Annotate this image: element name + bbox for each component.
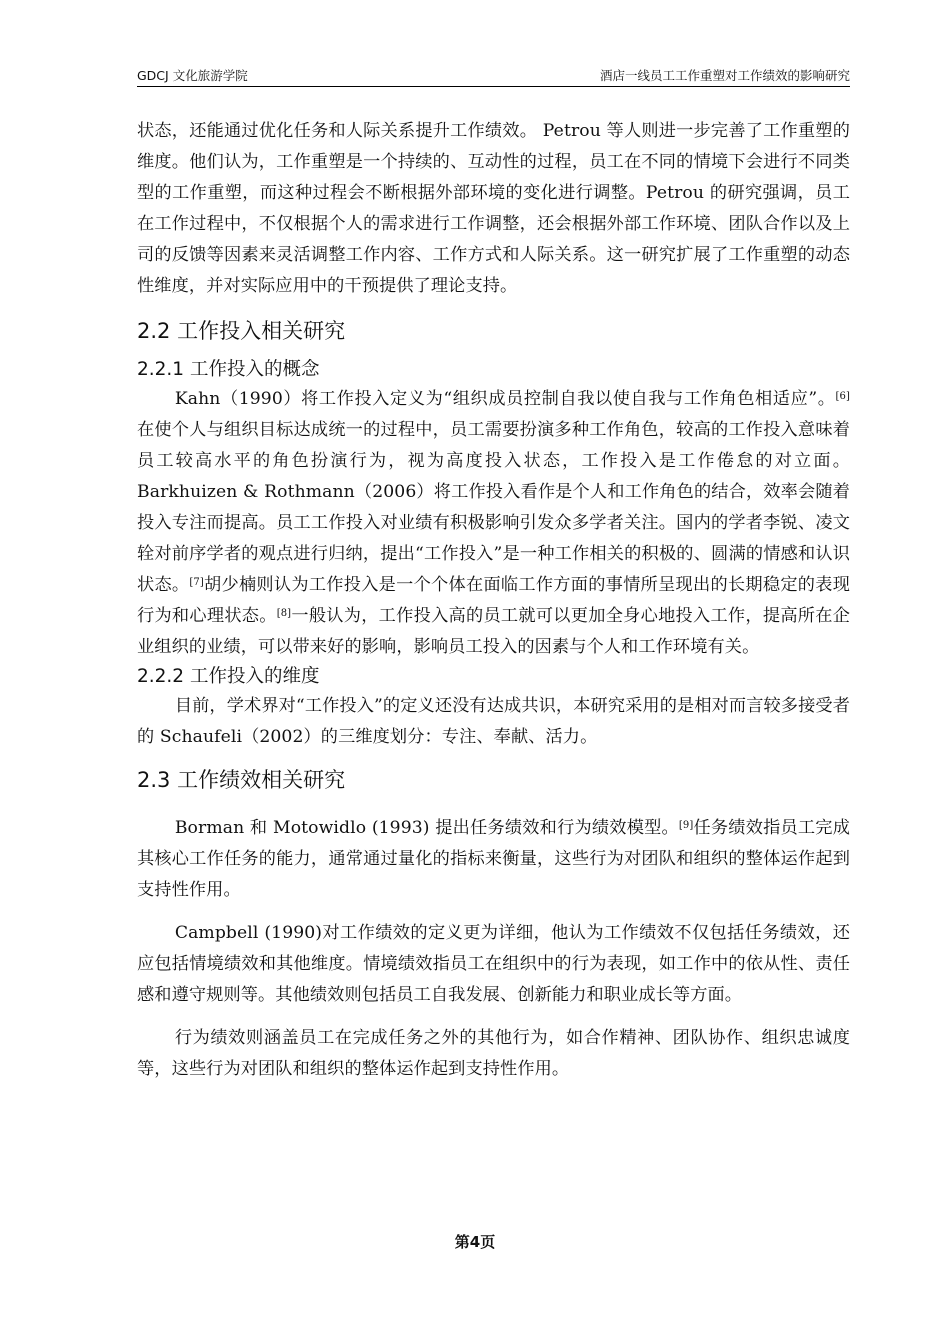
header-paper-title: 酒店一线员工工作重塑对工作绩效的影响研究 [599, 68, 850, 83]
text-run: 胡少楠则认为工作投入是一个个体在面临工作方面的事情所呈现出的长期稳定的表现行为和心理状态。 [137, 575, 850, 626]
paragraph-behavior-performance: 行为绩效则涵盖员工在完成任务之外的其他行为，如合作精神、团队协作、组织忠诚度等，这些行为对团队和组织的整体运作起到支持性作用。 [137, 1028, 850, 1079]
text-run: 在使个人与组织目标达成统一的过程中，员工需要扮演多种工作角色，较高的工作投入意味着员工较高水平的角色扮演行为，视为高度投入状态，工作投入是工作倦怠的对立面。Barkhuizen & Rothmann（2006）将工作投入看作是个人和工作角色的结合，效率会随着投入专注而提高。员工工作投入对业绩有积极影响引发众多学者关注。国内的学者李锐、凌文辁对前序学者的观点进行归纳，提出“工作投入”是一种工作相关的积极的、圆满的情感和认识状态。 [137, 420, 850, 595]
header-rule [137, 86, 850, 87]
page-header [137, 66, 850, 86]
subsection-heading-2-2-2: 2.2.2 工作投入的维度 [137, 666, 320, 687]
text-run: 任务绩效指员工完成其核心工作任务的能力，通常通过量化的指标来衡量，这些行为对团队和组织的整体运作起到支持性作用。 [137, 818, 850, 900]
text-run: 一般认为，工作投入高的员工就可以更加全身心地投入工作，提高所在企业组织的业绩，可以带来好的影响，影响员工投入的因素与个人和工作环境有关。 [137, 606, 851, 657]
paragraph-task-performance [137, 813, 850, 906]
text-run: Kahn（1990）将工作投入定义为“组织成员控制自我以使自我与工作角色相适应”。 [174, 389, 836, 409]
header-institution: GDCJ 文化旅游学院 [137, 68, 248, 83]
subsection-heading-2-2-1: 2.2.1 工作投入的概念 [137, 359, 320, 380]
paragraph-engagement-dimensions: 目前，学术界对“工作投入”的定义还没有达成共识，本研究采用的是相对而言较多接受者的 Schaufeli（2002）的三维度划分：专注、奉献、活力。 [137, 696, 850, 747]
text-run: Borman 和 Motowidlo (1993) 提出任务绩效和行为绩效模型。 [174, 818, 679, 838]
citation-ref: [6] [835, 391, 850, 402]
citation-ref: [7] [189, 577, 204, 588]
citation-ref: [9] [678, 820, 694, 831]
paragraph-work-crafting: 状态，还能通过优化任务和人际关系提升工作绩效。 Petrou 等人则进一步完善了工作重塑的维度。他们认为，工作重塑是一个持续的、互动性的过程，员工在不同的情境下会进行不同类型的工作重塑，而这种过程会不断根据外部环境的变化进行调整。Petrou 的研究强调，员工在工作过程中，不仅根据个人的需求进行工作调整，还会根据外部工作环境、团队合作以及上司的反馈等因素来灵活调整工作内容、工作方式和人际关系。这一研究扩展了工作重塑的动态性维度，并对实际应用中的干预提供了理论支持。 [137, 121, 850, 296]
citation-ref: [8] [276, 608, 292, 619]
paragraph-engagement-concept [137, 384, 850, 663]
page-number: 第4页 [454, 1233, 496, 1251]
paragraph-campbell: Campbell (1990)对工作绩效的定义更为详细，他认为工作绩效不仅包括任务绩效，还应包括情境绩效和其他维度。情境绩效指员工在组织中的行为表现，如工作中的依从性、责任感和遵守规则等。其他绩效则包括员工自我发展、创新能力和职业成长等方面。 [137, 923, 850, 1005]
section-heading-2-3: 2.3 工作绩效相关研究 [137, 768, 346, 792]
page-body [137, 116, 850, 1085]
section-heading-2-2: 2.2 工作投入相关研究 [137, 319, 346, 343]
